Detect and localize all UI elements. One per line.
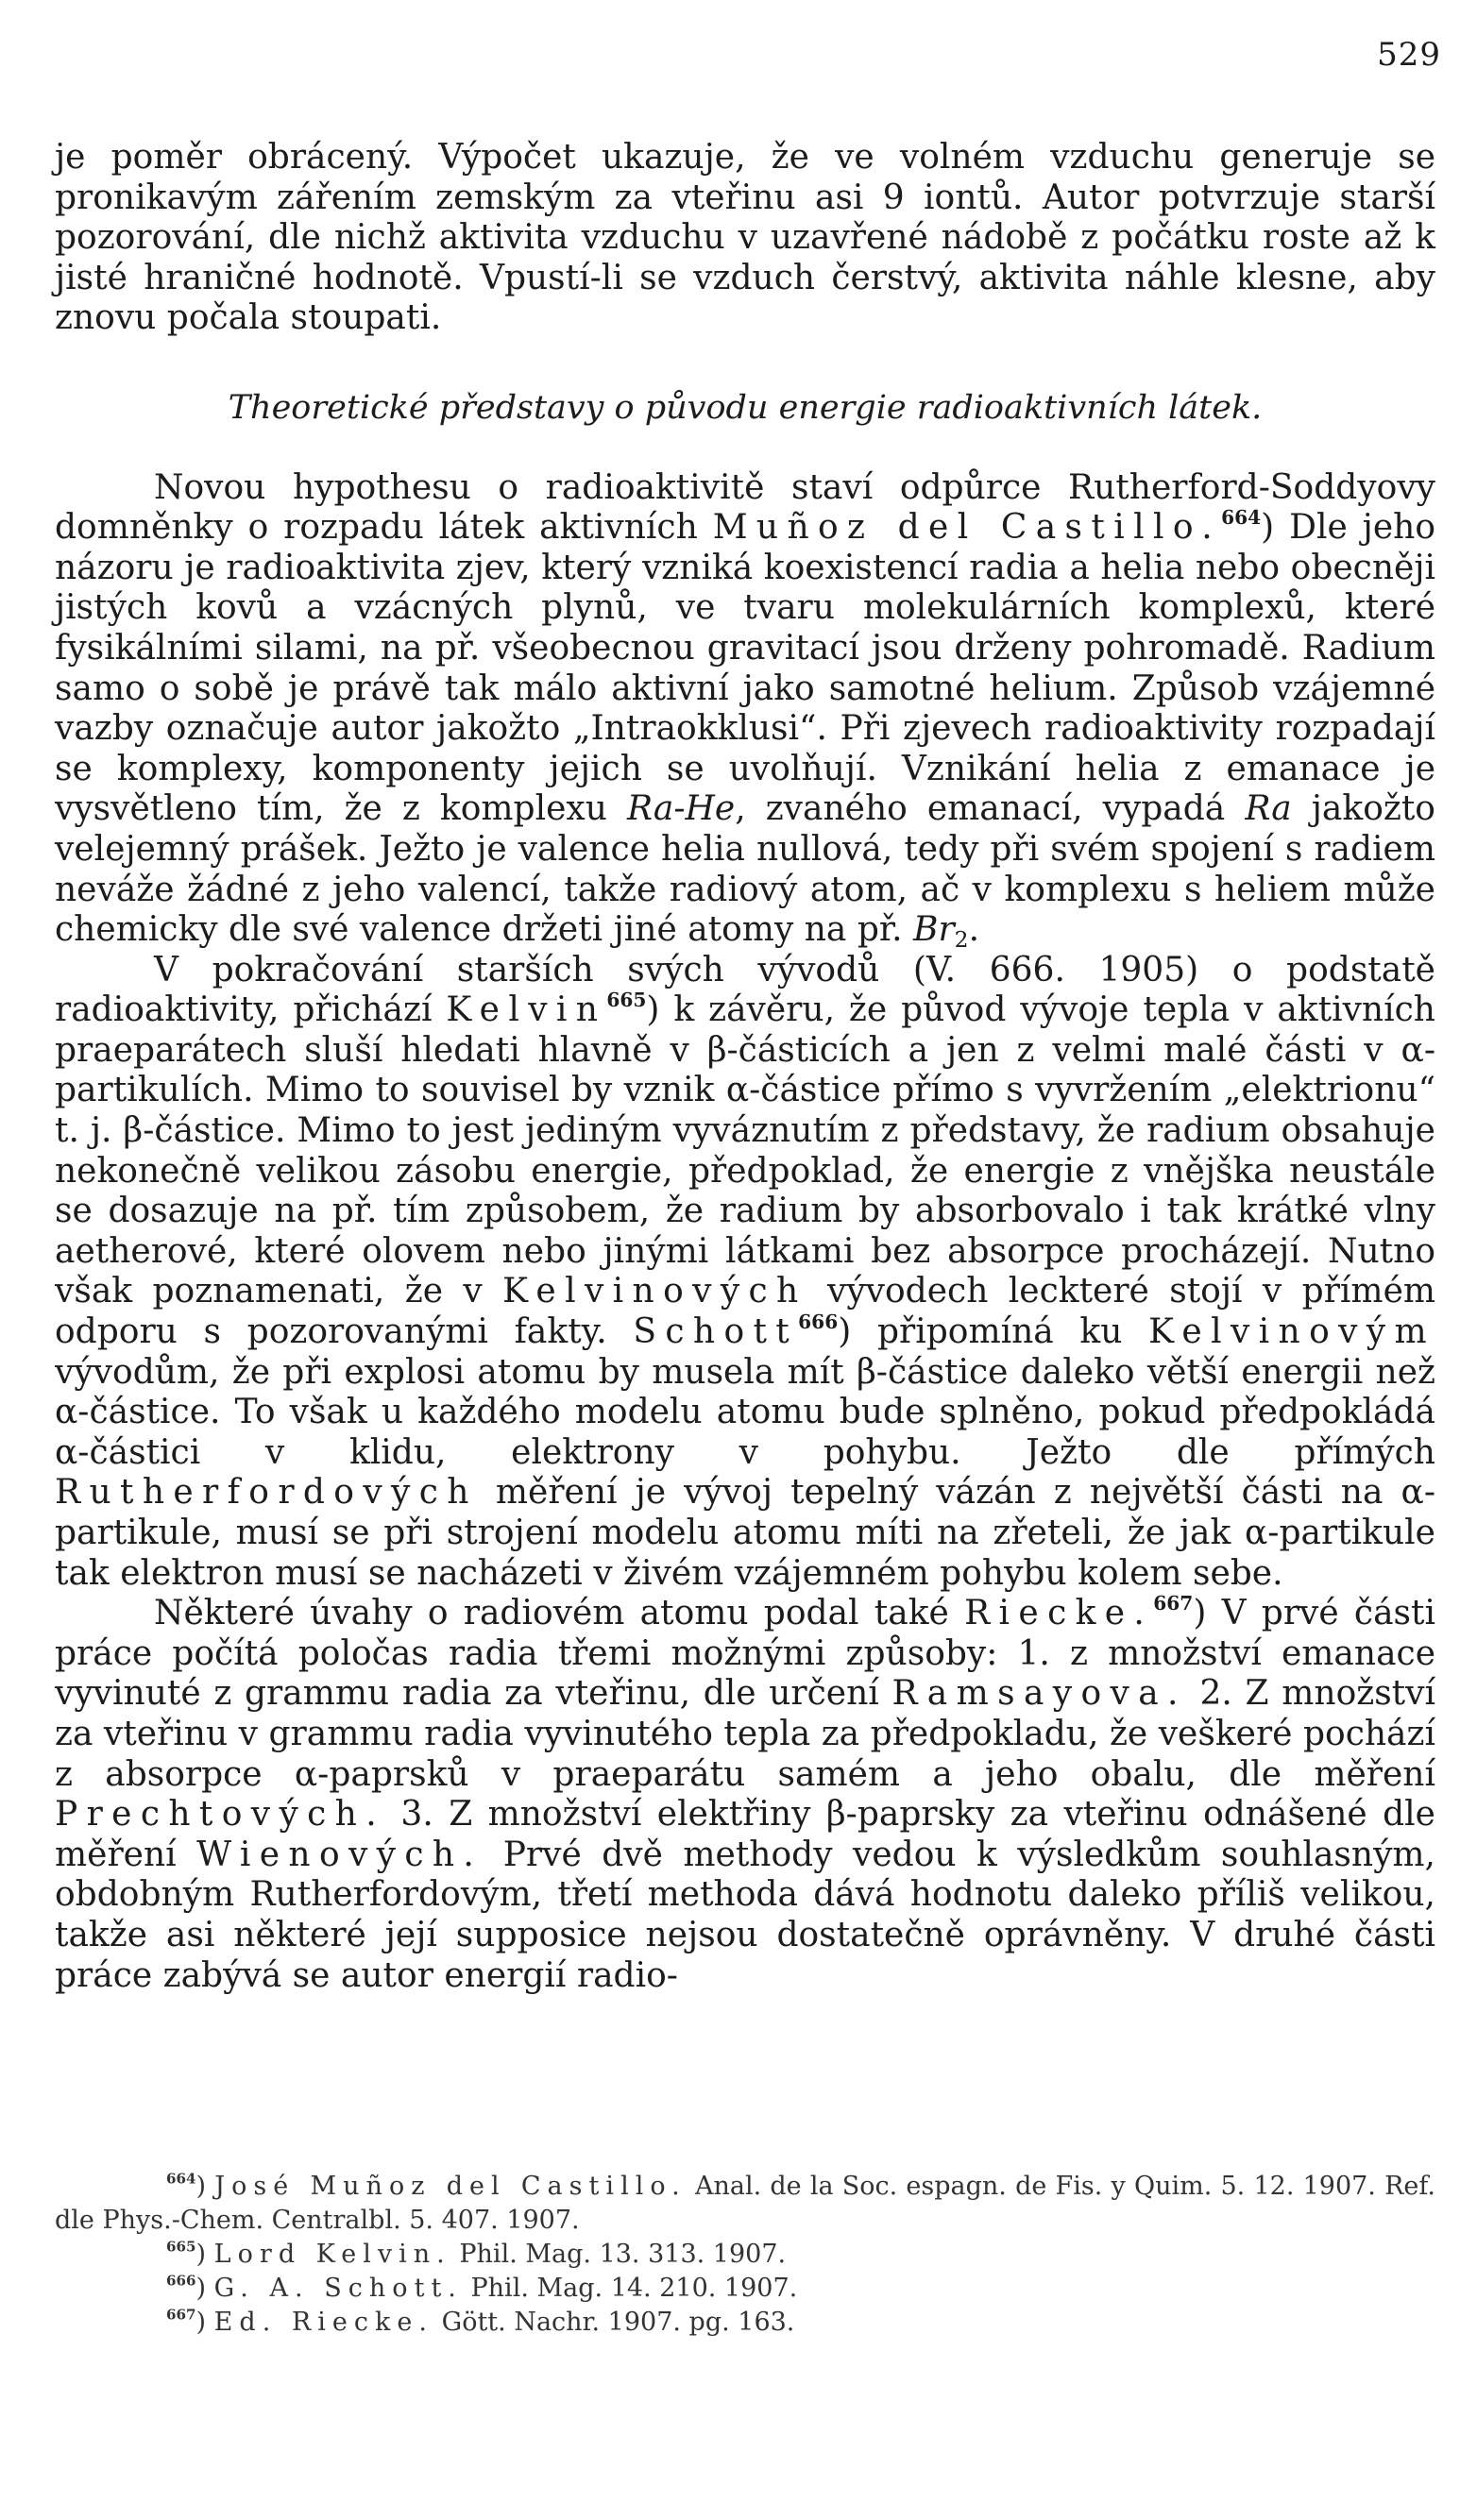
text-run: . [968, 910, 980, 950]
text-run: 2. Z množství za vteřinu v grammu radia vyvinutého tepla za předpokladu, že veškeré pochází z absorpce α-paprsků v praeparátu samém a jeho obalu, dle měření [55, 1674, 1435, 1794]
footnote-number: 666 [166, 2272, 196, 2290]
text-run: ) Dle jeho názoru je radioaktivita zjev, který vzniká koexistencí radia a helia nebo obecněji jistých kovů a vzácných plynů, ve tvaru molekulárních komplexů, které fysikálními silami, na př. všeobecnou gravitací jsou drženy pohromadě. Radium samo o sobě je právě tak málo aktivní jako samotné helium. Způsob vzájemné vazby označuje autor jakožto „Intraokklusi“. Při zjevech radioaktivity rozpadají se komplexy, komponenty jejich se uvolňují. Vznikání helia z emanace je vysvětleno tím, že z komplexu [55, 508, 1436, 829]
text-run: , zvaného emanací, vypadá [735, 789, 1246, 829]
text-run: ) připomíná ku [838, 1312, 1149, 1352]
text-run: vývodech leckteré stojí v přímém odporu s pozorovanými fakty. [55, 1272, 1436, 1352]
footnote-reference: Phil. Mag. 13. 313. 1907. [450, 2240, 787, 2269]
footnote-author: Ed. Riecke. [213, 2308, 434, 2337]
formula: Ra [1245, 789, 1292, 829]
formula: Ra-He [626, 789, 736, 829]
author-name: Schott [633, 1312, 799, 1352]
footnote: $^{666}$) G. A. Schott. Phil. Mag. 14. 210. 1907. [166, 2272, 798, 2303]
paragraph-3 [55, 951, 1435, 1595]
footnote-reference: Gött. Nachr. 1907. pg. 163. [433, 2308, 795, 2337]
author-name: Ramsayova. [891, 1674, 1187, 1714]
section-heading: Theoretické představy o původu energie radioaktivních látek. [228, 388, 1263, 427]
footnote: $^{664}$) José Muñoz del Castillo. Anal. de la Soc. espagn. de Fis. y Quim. 5. 12. 1907. Ref. dle Phys.-Chem. Centralbl. 5. 407. 1907. [55, 2170, 1435, 2235]
footnote: $^{667}$) Ed. Riecke. Gött. Nachr. 1907. pg. 163. [166, 2306, 795, 2337]
paragraph-4 [55, 1594, 1435, 1996]
footnote-reference: Anal. de la Soc. espagn. de Fis. y Quim. 5. 12. 1907. Ref. dle Phys.-Chem. Centralbl. 5. 407. 1907. [55, 2172, 1435, 2235]
author-name: Rutherfordových [55, 1473, 478, 1513]
footnote-ref: 665 [606, 989, 647, 1012]
page-number: 529 [1377, 36, 1441, 74]
author-name: Kelvin [446, 990, 607, 1030]
paragraph-1: je poměr obrácený. Výpočet ukazuje, že ve volném vzduchu generuje se pronikavým zářením zemským za vteřinu asi 9 iontů. Autor potvrzuje starší pozorování, dle nichž aktivita vzduchu v uzavřené nádobě z počátku roste až k jisté hraničné hodnotě. Vpustí-li se vzduch čerstvý, aktivita náhle klesne, aby znovu počala stoupati. [55, 138, 1435, 338]
footnote-number: 664 [166, 2170, 196, 2188]
text-run: měření je vývoj tepelný vázán z největší části na α-partikule, musí se při strojení modelu atomu míti na zřeteli, že jak α-partikule tak elektron musí se nacházeti v živém vzájemném pohybu kolem sebe. [55, 1473, 1435, 1593]
author-name: Kelvinových [502, 1272, 807, 1311]
footnote-author: G. A. Schott. [213, 2274, 463, 2303]
author-name: Kelvinovým [1148, 1312, 1435, 1352]
footnote-reference: Phil. Mag. 14. 210. 1907. [462, 2274, 798, 2303]
footnote-ref: 664 [1221, 506, 1262, 530]
body-text [55, 138, 1435, 1996]
text-run: Prvé dvě methody vedou k výsledkům souhlasným, obdobným Rutherfordovým, třetí methoda dává hodnotu daleko příliš velikou, takže asi některé její supposice nejsou dostatečně oprávněny. V druhé části práce zabývá se autor energií radio- [55, 1835, 1435, 1995]
author-name: Wienových. [196, 1835, 484, 1874]
paragraph-2 [55, 467, 1436, 954]
text-run: Novou hypothesu o radioaktivitě staví odpůrce Rutherford-Soddyovy domněnky o rozpadu látek aktivních [55, 467, 1435, 548]
text-run: jakožto velejemný prášek. Ježto je valence helia nullová, tedy při svém spojení s radiem neváže žádné z jeho valencí, takže radiový atom, ač v komplexu s heliem může chemicky dle své valence držeti jiné atomy na př. [55, 789, 1435, 950]
footnote-author: Lord Kelvin. [213, 2240, 451, 2269]
footnote-ref: 667 [1153, 1592, 1194, 1615]
author-name: Prechtových. [55, 1795, 386, 1835]
footnote-number: 667 [166, 2306, 196, 2324]
footnotes [55, 2170, 1435, 2340]
footnote-author: José Muñoz del Castillo. [214, 2172, 687, 2201]
author-name: Muñoz del Castillo. [712, 508, 1222, 548]
text-run: ) k závěru, že původ vývoje tepla v aktivních praeparátech sluší hledati hlavně v β-částicích a jen z velmi malé části v α-partikulích. Mimo to souvisel by vznik α-částice přímo s vyvržením „elektrionu“ t. j. β-částice. Mimo to jest jediným vyváznutím z představy, že radium obsahuje nekonečně velikou zásobu energie, předpoklad, že energie z vnějška neustále se dosazuje na př. tím způsobem, že radium by absorbovalo i tak krátké vlny aetherové, které olovem nebo jinými látkami bez absorpce procházejí. Nutno však poznamenati, že v [55, 990, 1435, 1311]
formula-subscript: 2 [954, 926, 969, 954]
text-run: 3. Z množství elektřiny β-paprsky za vteřinu odnášené dle měření [55, 1795, 1435, 1874]
footnote: $^{665}$) Lord Kelvin. Phil. Mag. 13. 313. 1907. [166, 2238, 787, 2269]
footnote-number: 665 [166, 2238, 196, 2256]
text-run: vývodům, že při explosi atomu by musela mít β-částice daleko větší energii než α-částice. To však u každého modelu atomu bude splněno, pokud předpokládá α-částici v klidu, elektrony v pohybu. Ježto dle přímých [55, 1352, 1435, 1472]
footnote-ref: 666 [798, 1310, 839, 1333]
text-run: ) V prvé části práce počítá poločas radia třemi možnými způsoby: 1. z množství emanace vyvinuté z grammu radia za vteřinu, dle určení [55, 1594, 1436, 1714]
author-name: Riecke. [964, 1594, 1154, 1633]
text-run: V pokračování starších svých vývodů (V. 666. 1905) o podstatě radioaktivity, přichází [55, 950, 1435, 1030]
formula: Br [913, 910, 955, 950]
text-run: Některé úvahy o radiovém atomu podal také [154, 1594, 965, 1633]
